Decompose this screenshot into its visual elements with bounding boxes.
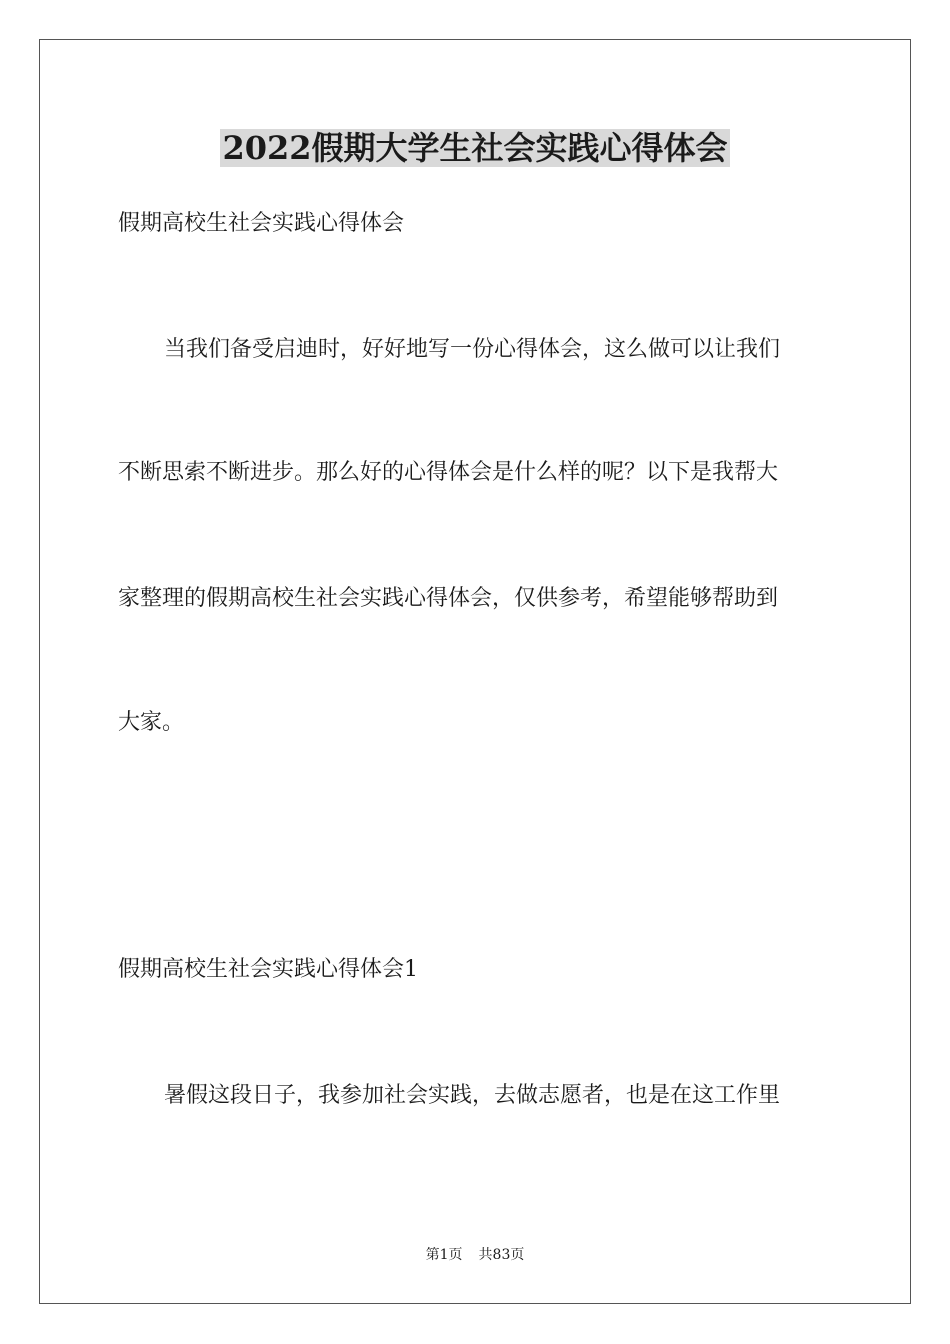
page-total: 共83页 <box>478 1247 525 1263</box>
section-line-1: 暑假这段日子，我参加社会实践，去做志愿者，也是在这工作里 <box>164 1083 781 1108</box>
page-footer <box>0 1246 950 1264</box>
section-heading: 假期高校生社会实践心得体会1 <box>118 957 418 982</box>
intro-line-2: 不断思索不断进步。那么好的心得体会是什么样的呢？以下是我帮大 <box>118 460 779 485</box>
intro-line-4: 大家。 <box>118 710 185 735</box>
document-title <box>0 128 950 168</box>
document-subtitle: 假期高校生社会实践心得体会 <box>118 211 405 236</box>
document-title-text: 2022假期大学生社会实践心得体会 <box>222 129 728 167</box>
page-number: 第1页 <box>425 1247 463 1263</box>
intro-line-1: 当我们备受启迪时，好好地写一份心得体会，这么做可以让我们 <box>164 337 781 362</box>
intro-line-3: 家整理的假期高校生社会实践心得体会，仅供参考，希望能够帮助到 <box>118 586 779 611</box>
